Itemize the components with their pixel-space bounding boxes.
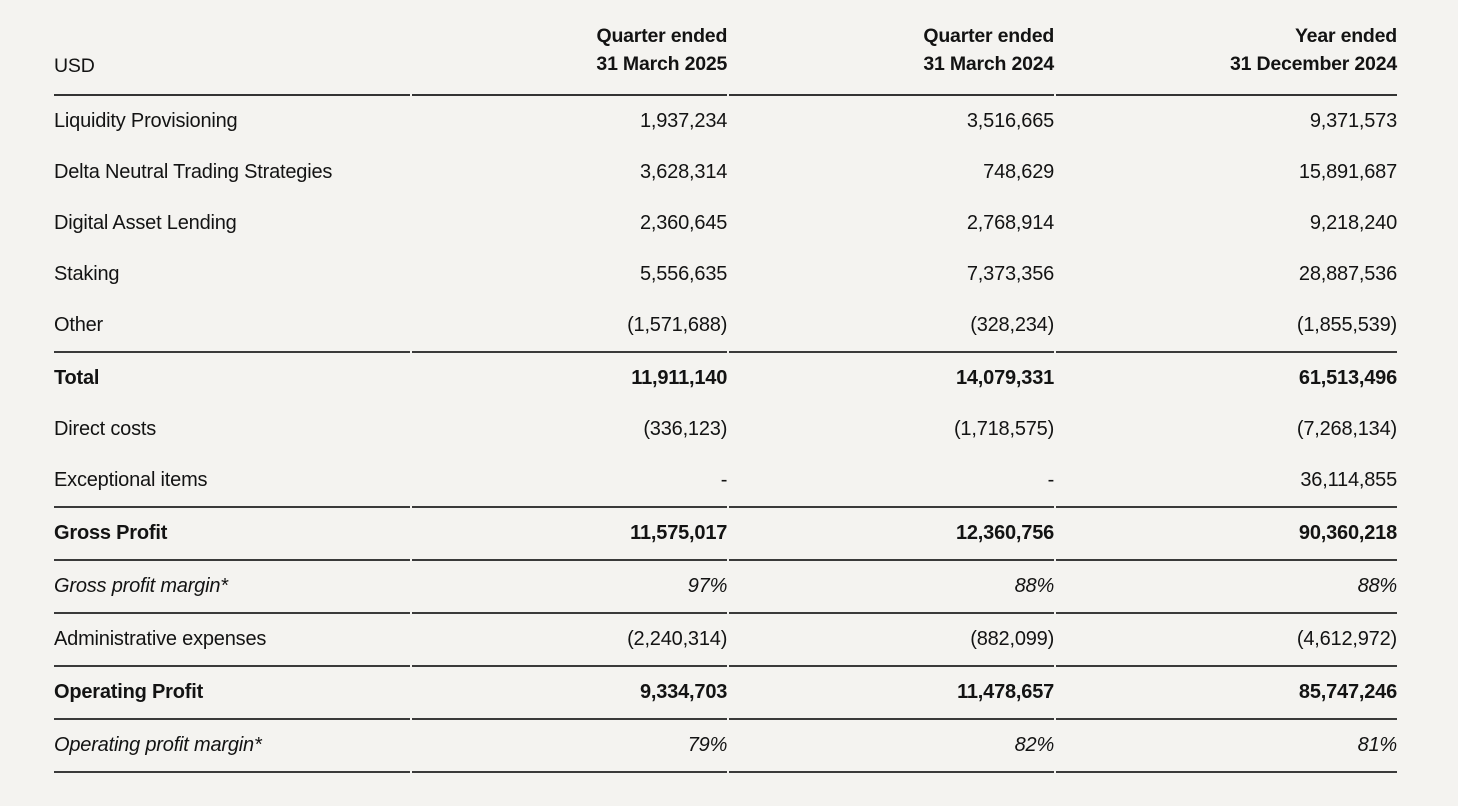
row-label: Operating profit margin*: [54, 720, 410, 773]
cell-value: (1,855,539): [1056, 300, 1397, 353]
cell-value: 2,768,914: [966, 212, 1055, 234]
cell-value: 88%: [729, 561, 1054, 614]
column-header-line1: Quarter ended: [596, 25, 728, 47]
table-row-total: [54, 353, 1397, 404]
row-label: Direct costs: [54, 418, 157, 440]
income-statement-table: [52, 22, 1399, 773]
table-row-digital-asset-lending: [54, 198, 1397, 249]
cell-value: (4,612,972): [1056, 614, 1397, 667]
cell-value: 79%: [412, 720, 728, 773]
cell-value: (336,123): [643, 418, 728, 440]
table-row-direct-costs: [54, 404, 1397, 455]
row-label: Exceptional items: [54, 455, 410, 508]
cell-value: 85,747,246: [1056, 667, 1397, 720]
cell-value: 9,334,703: [412, 667, 728, 720]
column-header-line2: 31 December 2024: [1229, 53, 1397, 75]
cell-value: 28,887,536: [1298, 263, 1397, 285]
cell-value: -: [729, 455, 1054, 508]
cell-value: (1,718,575): [953, 418, 1055, 440]
cell-value: 61,513,496: [1298, 367, 1397, 389]
cell-value: 15,891,687: [1298, 161, 1397, 183]
header-row: [54, 22, 1397, 96]
table-row-gross-profit: [54, 508, 1397, 561]
cell-value: 3,516,665: [966, 110, 1055, 132]
table-row-liquidity-provisioning: [54, 96, 1397, 147]
table-row-delta-neutral-trading-strategies: [54, 147, 1397, 198]
row-label: Liquidity Provisioning: [54, 110, 238, 132]
row-label: Operating Profit: [54, 667, 410, 720]
cell-value: 14,079,331: [955, 367, 1055, 389]
cell-value: 12,360,756: [729, 508, 1054, 561]
cell-value: 7,373,356: [966, 263, 1055, 285]
column-header-quarter-ended-2025: [412, 22, 728, 96]
cell-value: 9,218,240: [1309, 212, 1397, 234]
row-label: Administrative expenses: [54, 614, 410, 667]
column-header-line2: 31 March 2024: [923, 53, 1055, 75]
cell-value: 11,911,140: [631, 367, 728, 389]
column-header-year-ended-2024: [1056, 22, 1397, 96]
cell-value: -: [412, 455, 728, 508]
row-label: Gross profit margin*: [54, 561, 410, 614]
row-label: Digital Asset Lending: [54, 212, 237, 234]
cell-value: 11,575,017: [412, 508, 728, 561]
table-row-administrative-expenses: [54, 614, 1397, 667]
row-label: Other: [54, 300, 410, 353]
cell-value: 3,628,314: [639, 161, 728, 183]
table-row-operating-profit-margin: [54, 720, 1397, 773]
column-header-line1: Quarter ended: [923, 25, 1055, 47]
row-label: Total: [54, 367, 100, 389]
column-header-line2: 31 March 2025: [596, 53, 728, 75]
cell-value: 2,360,645: [639, 212, 728, 234]
row-label: Delta Neutral Trading Strategies: [54, 161, 333, 183]
cell-value: 97%: [412, 561, 728, 614]
cell-value: 11,478,657: [729, 667, 1054, 720]
row-label: Staking: [54, 263, 120, 285]
cell-value: (328,234): [729, 300, 1054, 353]
cell-value: (1,571,688): [412, 300, 728, 353]
cell-value: 88%: [1056, 561, 1397, 614]
cell-value: 36,114,855: [1056, 455, 1397, 508]
currency-unit-label: USD: [54, 22, 410, 96]
cell-value: 9,371,573: [1309, 110, 1397, 132]
column-header-quarter-ended-2024: [729, 22, 1054, 96]
table-row-other: [54, 300, 1397, 353]
table-row-exceptional-items: [54, 455, 1397, 508]
table-row-operating-profit: [54, 667, 1397, 720]
cell-value: 748,629: [983, 161, 1055, 183]
cell-value: 1,937,234: [639, 110, 728, 132]
cell-value: (2,240,314): [412, 614, 728, 667]
table-row-gross-profit-margin: [54, 561, 1397, 614]
column-header-line1: Year ended: [1294, 25, 1397, 47]
cell-value: (882,099): [729, 614, 1054, 667]
row-label: Gross Profit: [54, 508, 410, 561]
cell-value: 5,556,635: [639, 263, 728, 285]
cell-value: 90,360,218: [1056, 508, 1397, 561]
table-row-staking: [54, 249, 1397, 300]
cell-value: 81%: [1056, 720, 1397, 773]
cell-value: 82%: [729, 720, 1054, 773]
cell-value: (7,268,134): [1296, 418, 1397, 440]
